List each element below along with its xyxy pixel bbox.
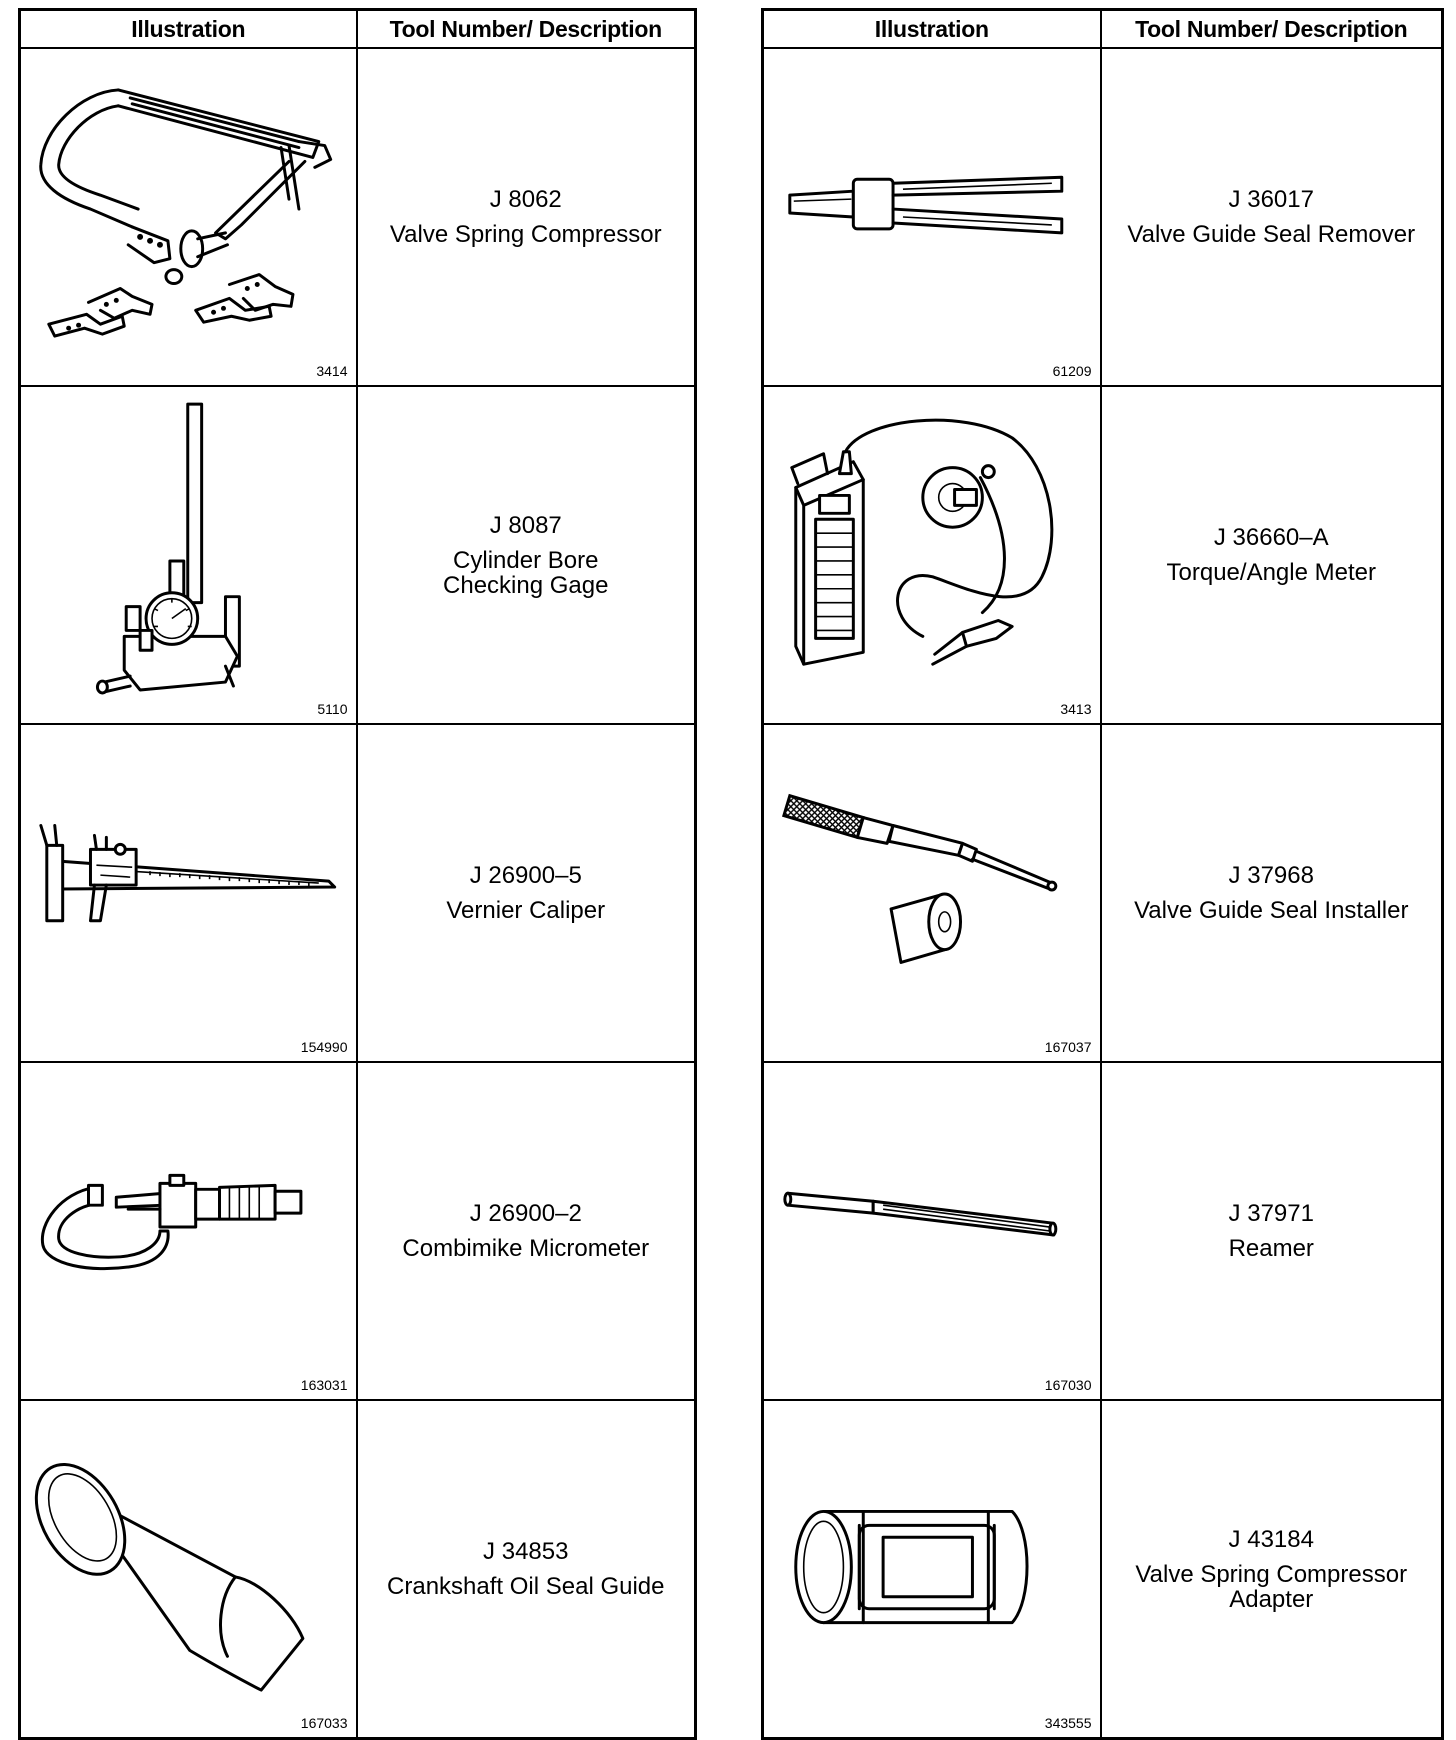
tool-description: Torque/Angle Meter bbox=[1166, 559, 1376, 586]
description-header: Tool Number/ Description bbox=[1101, 10, 1443, 49]
figure-number: 163031 bbox=[300, 1377, 348, 1393]
torque-angle-meter-icon bbox=[764, 387, 1100, 723]
tool-description: Crankshaft Oil Seal Guide bbox=[387, 1573, 665, 1600]
illustration-cell bbox=[763, 386, 1101, 724]
figure-number: 5110 bbox=[317, 701, 348, 717]
tool-number: J 37971 bbox=[1228, 1200, 1314, 1227]
table-row bbox=[763, 724, 1443, 1062]
tool-description: Valve Spring Compressor bbox=[389, 221, 662, 248]
table-row bbox=[763, 1062, 1443, 1400]
table-row bbox=[20, 48, 696, 386]
seal-remover-icon bbox=[764, 49, 1100, 385]
figure-number: 167030 bbox=[1044, 1377, 1092, 1393]
illustration-cell bbox=[763, 48, 1101, 386]
micrometer-icon bbox=[21, 1063, 356, 1399]
header-row bbox=[763, 10, 1443, 49]
figure-number: 343555 bbox=[1044, 1715, 1092, 1731]
description-cell bbox=[357, 386, 696, 724]
tool-description: Valve Guide Seal Remover bbox=[1127, 221, 1416, 248]
tool-description: Cylinder Bore bbox=[453, 546, 599, 574]
vernier-caliper-icon bbox=[21, 725, 356, 1061]
tool-description: Vernier Caliper bbox=[446, 897, 606, 924]
tool-description: Adapter bbox=[1229, 1585, 1314, 1613]
table-row bbox=[20, 724, 696, 1062]
figure-number: 3414 bbox=[316, 363, 348, 379]
figure-number: 3413 bbox=[1060, 701, 1092, 717]
tool-description: Checking Gage bbox=[443, 571, 609, 599]
illustration-cell bbox=[20, 724, 357, 1062]
illustration-header: Illustration bbox=[763, 10, 1101, 49]
description-cell bbox=[357, 1400, 696, 1739]
seal-installer-icon bbox=[764, 725, 1100, 1061]
tool-number: J 43184 bbox=[1228, 1525, 1314, 1553]
figure-number: 154990 bbox=[300, 1039, 348, 1055]
description-cell bbox=[1101, 1400, 1443, 1739]
illustration-header: Illustration bbox=[20, 10, 357, 49]
compressor-adapter-icon bbox=[764, 1401, 1100, 1737]
illustration-cell bbox=[20, 1062, 357, 1400]
figure-number: 61209 bbox=[1052, 363, 1092, 379]
tool-number: J 34853 bbox=[483, 1538, 569, 1565]
tool-number: J 8062 bbox=[489, 186, 562, 213]
valve-spring-compressor-icon bbox=[21, 49, 356, 385]
tool-description: Valve Guide Seal Installer bbox=[1134, 897, 1409, 924]
reamer-icon bbox=[764, 1063, 1100, 1399]
tool-table-right bbox=[761, 8, 1444, 1740]
description-cell bbox=[357, 48, 696, 386]
tool-number: J 8087 bbox=[489, 511, 562, 539]
table-row bbox=[20, 1062, 696, 1400]
tool-number: J 26900–5 bbox=[469, 862, 582, 889]
table-row bbox=[763, 386, 1443, 724]
tool-number: J 26900–2 bbox=[469, 1200, 582, 1227]
header-row bbox=[20, 10, 696, 49]
illustration-cell bbox=[20, 48, 357, 386]
illustration-cell bbox=[763, 1062, 1101, 1400]
description-cell bbox=[1101, 724, 1443, 1062]
tool-number: J 36017 bbox=[1228, 186, 1314, 213]
table-row bbox=[20, 1400, 696, 1739]
illustration-cell bbox=[20, 386, 357, 724]
tool-number: J 36660–A bbox=[1213, 524, 1329, 551]
tool-table-left bbox=[18, 8, 697, 1740]
bore-gage-icon bbox=[21, 387, 356, 723]
description-cell bbox=[357, 724, 696, 1062]
table-row bbox=[763, 48, 1443, 386]
seal-guide-icon bbox=[21, 1401, 356, 1737]
description-cell bbox=[1101, 386, 1443, 724]
tool-description: Combimike Micrometer bbox=[402, 1235, 650, 1262]
description-cell bbox=[357, 1062, 696, 1400]
illustration-cell bbox=[20, 1400, 357, 1739]
description-cell bbox=[1101, 48, 1443, 386]
tool-number: J 37968 bbox=[1228, 862, 1314, 889]
illustration-cell bbox=[763, 724, 1101, 1062]
description-cell bbox=[1101, 1062, 1443, 1400]
table-row bbox=[20, 386, 696, 724]
tool-description: Valve Spring Compressor bbox=[1135, 1560, 1408, 1588]
illustration-cell bbox=[763, 1400, 1101, 1739]
table-row bbox=[763, 1400, 1443, 1739]
figure-number: 167037 bbox=[1044, 1039, 1092, 1055]
description-header: Tool Number/ Description bbox=[357, 10, 696, 49]
tool-description: Reamer bbox=[1228, 1235, 1314, 1262]
figure-number: 167033 bbox=[300, 1715, 348, 1731]
